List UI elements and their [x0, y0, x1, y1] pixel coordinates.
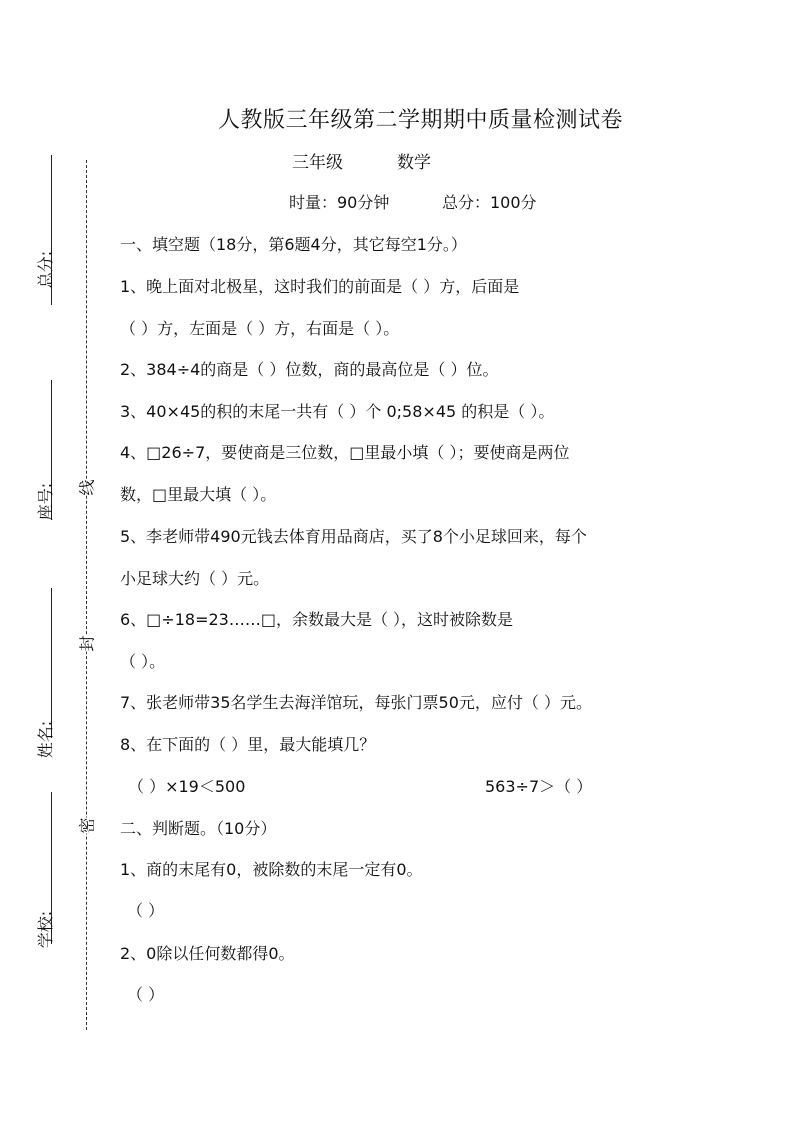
- section-judgment-heading: 二、判断题。（10分）: [120, 819, 277, 838]
- binding-cut-line: [86, 160, 87, 1030]
- question-line: 8、在下面的（ ）里，最大能填几？: [120, 735, 376, 754]
- q8-inequality-right: 563÷7＞（ ）: [485, 777, 593, 796]
- question-line: 1、商的末尾有0，被除数的末尾一定有0。: [120, 860, 423, 879]
- question-line: 7、张老师带35名学生去海洋馆玩，每张门票50元，应付（ ）元。: [120, 693, 592, 712]
- question-line: 2、384÷4的商是（ ）位数，商的最高位是（ ）位。: [120, 360, 499, 379]
- q8-inequality-left: （ ）×19＜500: [128, 777, 246, 796]
- student-name-line: [51, 588, 52, 738]
- exam-total-score: 总分：100分: [442, 193, 537, 212]
- question-line: 数，□里最大填（ ）。: [120, 485, 277, 504]
- grade-label: 三年级: [292, 153, 343, 173]
- exam-title: 人教版三年级第二学期期中质量检测试卷: [218, 108, 624, 133]
- total-score-label: 总分:: [36, 250, 56, 289]
- question-line: 1、晚上面对北极星，这时我们的前面是（ ）方，后面是: [120, 277, 520, 296]
- binding-seal-mark: 封: [75, 635, 98, 651]
- question-line: 5、李老师带490元钱去体育用品商店，买了8个小足球回来，每个: [120, 527, 587, 546]
- answer-blank: （ ）: [127, 985, 165, 1004]
- question-line: （ ）方，左面是（ ）方，右面是（ ）。: [120, 319, 400, 338]
- exam-time: 时量：90分钟: [289, 193, 390, 212]
- student-name-label: 姓名:: [36, 720, 56, 759]
- school-name-label: 学校:: [36, 910, 56, 949]
- question-line: 小足球大约（ ）元。: [120, 569, 270, 588]
- question-line: 2、0除以任何数都得0。: [120, 944, 295, 963]
- question-line: （ ）。: [120, 652, 166, 671]
- answer-blank: （ ）: [127, 901, 165, 920]
- question-line: 6、□÷18=23……□，余数最大是（ ），这时被除数是: [120, 610, 514, 629]
- question-line: 3、40×45的积的末尾一共有（ ）个 0;58×45 的积是（ ）。: [120, 402, 555, 421]
- binding-line-mark: 线: [75, 479, 98, 495]
- subject-label: 数学: [397, 153, 431, 173]
- binding-secret-mark: 密: [75, 817, 98, 833]
- question-line: 4、□26÷7，要使商是三位数，□里最小填（ ）；要使商是两位: [120, 443, 570, 462]
- section-fill-blank-heading: 一、填空题（18分，第6题4分，其它每空1分。）: [120, 235, 467, 254]
- seat-number-label: 座号:: [36, 482, 56, 521]
